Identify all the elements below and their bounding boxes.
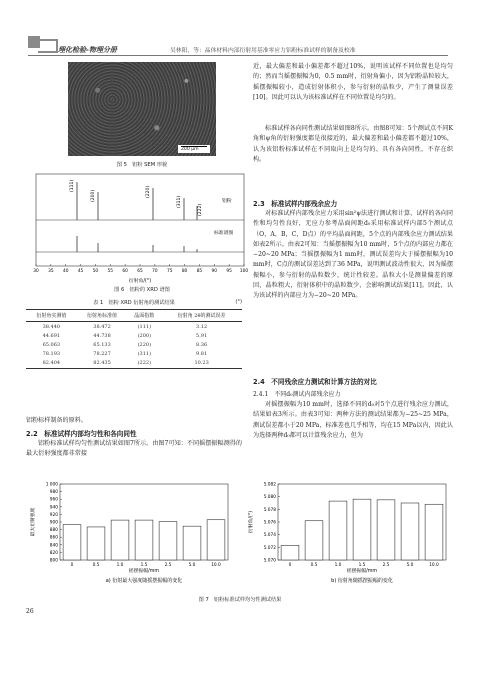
bar [329, 501, 347, 560]
subfigure-caption: b) 衍射角随摇摆振幅的变化 [331, 578, 393, 584]
xrd-tick-label: 90 [211, 269, 218, 274]
section-2-4-1-heading: 2.4.1 不同d₀测试内部残余应力 [253, 391, 341, 398]
y-tick-label: 5.076 [263, 520, 276, 526]
header-rule [28, 55, 448, 56]
y-tick-label: 920 [49, 512, 58, 518]
y-tick-label: 800 [49, 558, 58, 564]
bar [183, 526, 201, 560]
x-tick-label: 0.5 [310, 563, 318, 568]
xrd-tick-label: 75 [166, 269, 173, 274]
table-cell: 82.404 [26, 359, 77, 369]
xrd-xlabel: 衍射角/(°) [128, 279, 152, 284]
sem-image [68, 62, 216, 156]
x-tick-label: 0.5 [92, 563, 100, 568]
table1-col: 衍射角实测值 [26, 310, 77, 322]
right-paragraph-2: 标准试样各向同性测试结果如图8所示。由图8可知：5个测试点不同K角和ψ角的衍射强度都是很接近的，最大偏差和最小偏差都不超过10%，认为该铝粉标准试样在不同取向上是均匀的、具有各向同性，不存在织构。 [253, 125, 453, 163]
table-row [26, 359, 242, 369]
y-tick-label: 5.082 [263, 482, 276, 488]
running-title: 吴林阳，等：晶体材料内部衍射用基准零应力铝粉标准试样的制备及校准 [170, 48, 356, 54]
xrd-peak-label: (222) [198, 203, 203, 216]
journal-name: 理化检验-物理分册 [58, 46, 117, 54]
y-tick-label: 880 [49, 528, 58, 534]
xrd-tick-label: 50 [92, 269, 99, 274]
right-paragraph-4: 对摇摆振幅为10 mm时，选择不同的d₀对5个点进行残余应力测试，结果如表3所示。由表3可知：两种方法的测试结果都为−25~25 MPa，测试误差都小于20 MPa，标准差也几乎相等，均在15 MPa以内，因此认为选择两种d₀都可以计算残余应力，但为 [253, 401, 453, 439]
table1-unit: (°) [235, 299, 242, 305]
table-cell: (220) [137, 341, 152, 348]
table-cell: 38.440 [42, 323, 61, 330]
xrd-chart [26, 172, 248, 284]
scale-box [178, 145, 210, 153]
xrd-tick-label: 80 [181, 269, 188, 274]
table-cell: (222) [127, 359, 161, 369]
y-tick-label: 820 [49, 550, 58, 556]
x-tick-label: 0 [70, 563, 74, 568]
section-2-4-heading: 2.4 不同残余应力测试和计算方法的对比 [253, 378, 377, 386]
bar [377, 500, 395, 560]
bar [135, 520, 153, 560]
xrd-tick-label: 65 [137, 269, 143, 274]
x-tick-label: 5.0 [406, 563, 414, 568]
table-cell: 10.23 [161, 359, 242, 369]
x-tick-label: 1.0 [334, 563, 342, 568]
xrd-tick-label: 95 [226, 269, 232, 274]
xrd-peak-label: (311) [177, 195, 182, 208]
y-tick-label: 860 [49, 535, 58, 541]
fig7-caption: 图 7 铝粉标准试样均匀性测试结果 [198, 597, 282, 603]
fig7b-chart [244, 480, 454, 592]
table-row [26, 350, 242, 359]
table-cell: 82.435 [77, 359, 128, 369]
table-cell: 9.81 [196, 351, 208, 358]
xrd-peak-label: (220) [146, 185, 151, 198]
fig6-caption: 图 6 铝粉的 XRD 谱图 [114, 287, 170, 293]
table-cell: 44.691 [42, 332, 61, 339]
table1-col: 衍射角 2θ的测试误差 [161, 310, 242, 322]
bar [353, 499, 371, 560]
bar [305, 521, 323, 560]
xrd-series-bottom: 标准谱图 [214, 231, 234, 236]
xrd-tick-label: 60 [122, 269, 128, 274]
table-cell: 78.227 [93, 351, 111, 358]
x-tick-label: 10.0 [211, 563, 221, 568]
section-2-2-paragraph: 铝粉标准试样均匀性测试结果如图7所示。由图7可知：不同摇摆振幅测得的最大衍射强度都非常接 [26, 440, 242, 458]
xrd-peak-label: (111) [70, 179, 75, 192]
y-tick-label: 940 [49, 505, 58, 511]
y-tick-label: 5.074 [263, 533, 276, 539]
bar [111, 520, 129, 560]
y-tick-label: 840 [49, 543, 58, 549]
x-tick-label: 1.5 [358, 563, 366, 568]
page-number: 26 [26, 608, 34, 615]
y-axis-label: 衍射角/(°) [249, 510, 254, 534]
y-tick-label: 5.072 [263, 545, 276, 551]
y-tick-label: 5.078 [263, 507, 276, 513]
table-row [26, 340, 242, 349]
y-tick-label: 900 [49, 520, 58, 526]
xrd-tick-label: 100 [239, 269, 248, 274]
table-row [26, 322, 242, 332]
bar [207, 520, 225, 560]
xrd-series-top: 铝粉 [222, 199, 232, 204]
bar [401, 503, 419, 560]
xrd-tick-label: 30 [33, 269, 39, 274]
x-axis-label: 摇摆振幅/mm [128, 569, 160, 574]
fig5-caption: 图 5 铝粉 SEM 形貌 [116, 162, 168, 168]
table-cell: (111) [137, 323, 152, 330]
table-row [26, 331, 242, 340]
xrd-peak-label: (200) [91, 189, 96, 202]
x-tick-label: 0 [288, 563, 292, 568]
xrd-tick-label: 45 [77, 269, 84, 274]
xrd-tick-label: 55 [107, 269, 114, 274]
xrd-tick-label: 85 [196, 269, 203, 274]
left-para-end: 铝粉标样制备的原料。 [26, 417, 87, 424]
table1-col: 晶面指数 [127, 310, 161, 322]
x-axis-label: 摇摆振幅/mm [346, 569, 378, 574]
table-cell: 3.12 [196, 323, 208, 330]
bar [63, 525, 81, 560]
table-cell: 38.472 [93, 323, 111, 330]
scale-label: 200 μm [181, 147, 199, 152]
section-2-3-heading: 2.3 标准试样内部残余应力 [253, 200, 338, 208]
xrd-tick-label: 40 [62, 269, 69, 274]
table-cell: (200) [137, 332, 152, 339]
table1-title [26, 299, 242, 306]
x-tick-label: 1.5 [140, 563, 148, 568]
y-tick-label: 5.080 [263, 495, 276, 501]
table1-col: 衍射角标准值 [77, 310, 128, 322]
x-tick-label: 2.5 [164, 563, 172, 568]
table-cell: 8.36 [196, 341, 208, 348]
table-cell: (311) [137, 351, 152, 358]
xrd-tick-label: 70 [152, 269, 158, 274]
x-tick-label: 5.0 [188, 563, 196, 568]
fig7a-chart [26, 480, 236, 592]
table-cell: 44.738 [93, 332, 111, 339]
table-cell: 65.063 [42, 341, 61, 348]
y-tick-label: 960 [49, 497, 58, 503]
bar [281, 545, 299, 560]
x-tick-label: 10.0 [429, 563, 439, 568]
right-paragraph-1: 近，最大偏差和最小偏差都不超过10%，说明该试样不同位置也是均匀的；然而当摇摆振幅为0，0.5 mm时，衍射角偏小，因为铝粉晶粒较大，摇摆振幅较小，造成衍射体积小，参与衍射的晶粒少，产生了测量误差[10]。因此可以认为该标准试样在不同位置是均匀的。 [253, 63, 453, 101]
bar [425, 504, 443, 560]
x-tick-label: 2.5 [382, 563, 390, 568]
xrd-tick-label: 35 [48, 269, 54, 274]
table1 [26, 309, 242, 369]
y-axis-label: 最大衍射强度 [31, 507, 36, 537]
table-cell: 78.193 [42, 351, 61, 358]
subfigure-caption: a) 衍射最大强度随摇摆振幅的变化 [105, 578, 183, 584]
y-tick-label: 980 [49, 490, 58, 496]
table1-title-text: 表 1 铝粉 XRD 衍射角的测试结果 [93, 300, 175, 306]
y-tick-label: 5.070 [263, 558, 276, 564]
table-cell: 65.133 [93, 341, 111, 348]
bar [87, 527, 105, 560]
section-2-2-heading: 2.2 标准试样内部均匀性和各向同性 [26, 430, 137, 438]
right-paragraph-3: 对标准试样内部残余应力采用sin²ψ法进行测试和计算，试样的各向同性和均匀性良好，无应力参考晶面间距d₀采用标准试样内部5个测试点（O，A，B，C，D点）的平均晶面间距，5个点的内部残余应力测试结果如表2所示。由表2可知：当摇摆振幅为10 mm时，5个点的内部应力都在−20~20 MPa；当摇摆振幅为1 mm时，测试误差均大于摇摆振幅为10 mm时，C点的测试误差达到了36 MPa，说明测试波动性很大，因为摇摆振幅小，参与衍射的晶粒数少，统计性较差。晶粒大小是测量偏差的原因，晶粒粗大，衍射体积中的晶粒数少，会影响测试结果[11]。因此，认为该试样的内部应力为−20~20 MPa。 [253, 210, 453, 300]
y-tick-label: 1 000 [45, 482, 58, 488]
table-cell: 5.91 [196, 332, 208, 339]
bar [159, 522, 177, 560]
x-tick-label: 1.0 [116, 563, 124, 568]
